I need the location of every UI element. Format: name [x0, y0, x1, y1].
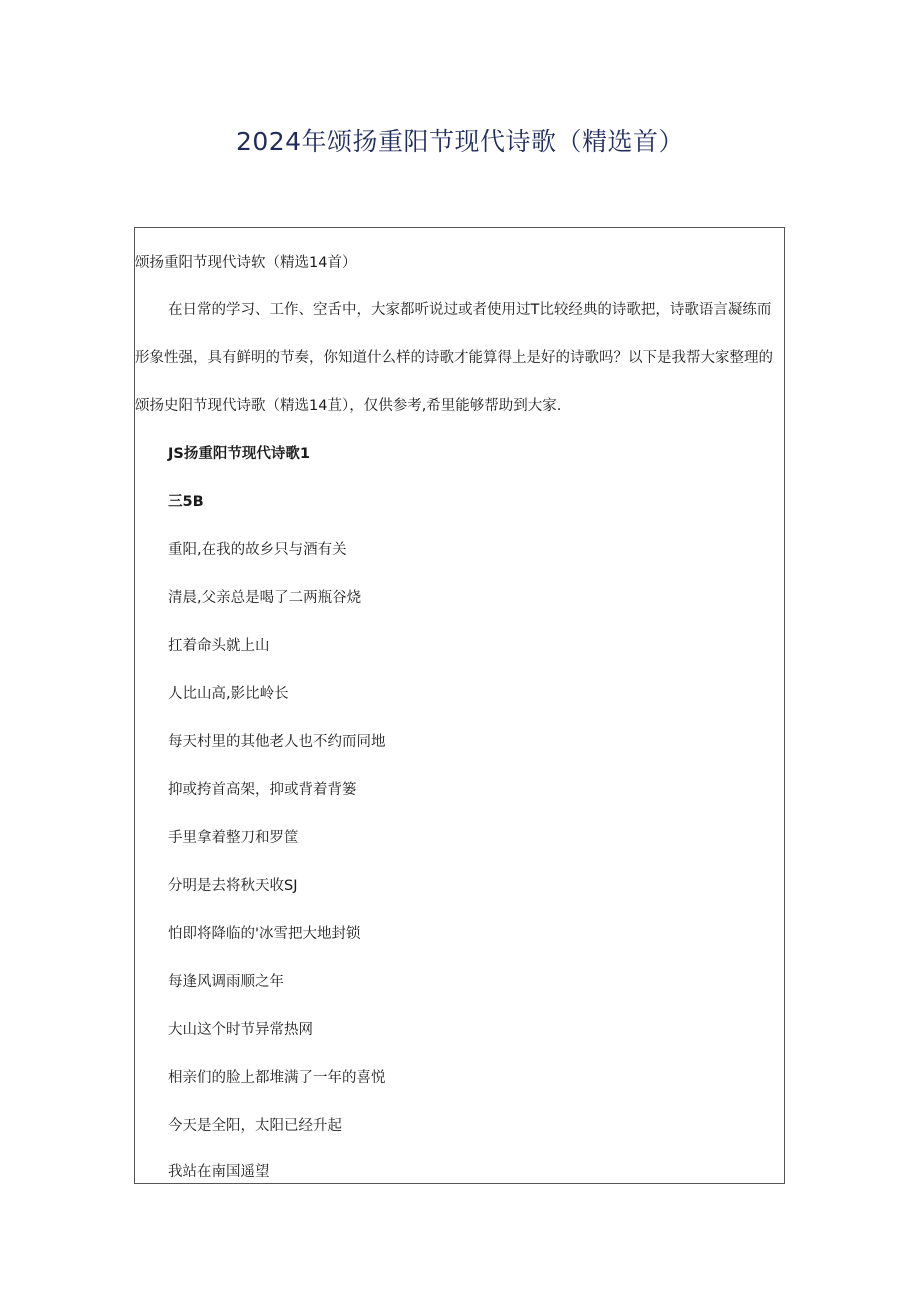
poem-line: 我站在南国遥望 [168, 1164, 270, 1180]
poem-line: 扛着命头就上山 [168, 638, 270, 654]
poem-line: 每逢风调雨顺之年 [168, 974, 284, 990]
poem-line: 每天村里的其他老人也不约而同地 [168, 734, 386, 750]
page-title: 2024年颂扬重阳节现代诗歌（精选首） [235, 127, 685, 156]
poem-line: 重阳,在我的故乡只与酒有关 [168, 542, 347, 558]
poem-line: 人比山高,影比岭长 [168, 686, 289, 702]
poem-line: 今天是全阳，太阳已经升起 [168, 1118, 342, 1134]
poem-subheading: 三5B [168, 494, 204, 510]
intro-line-1: 在日常的学习、工作、空舌中，大家都听说过或者使用过T比较经典的诗歌把，诗歌语言凝练而 [168, 302, 772, 318]
poem-line: 手里拿着整刀和罗筐 [168, 830, 299, 846]
poem-line: 分明是去将秋天收SJ [168, 878, 298, 894]
poem-line: 抑或挎首高架，抑或背着背篓 [168, 782, 357, 798]
poem-line: 怕即将降临的'冰雪把大地封锁 [168, 926, 361, 942]
content-box [134, 227, 785, 1184]
poem-line: 清晨,父亲总是喝了二两瓶谷烧 [168, 590, 362, 606]
article-subtitle: 颂扬重阳节现代诗软（精选14首） [135, 255, 357, 271]
poem-heading: JS扬重阳节现代诗歌1 [168, 446, 310, 462]
poem-line: 相亲们的脸上都堆满了一年的喜悦 [168, 1070, 386, 1086]
intro-line-2: 形象性强，具有鲜明的节奏，你知道什么样的诗歌才能算得上是好的诗歌吗？以下是我帮大家整理的 [135, 350, 773, 366]
intro-line-3: 颂扬史阳节现代诗歌（精选14苴），仅供参考,希里能够帮助到大家. [135, 398, 562, 414]
poem-line: 大山这个时节异常热网 [168, 1022, 313, 1038]
